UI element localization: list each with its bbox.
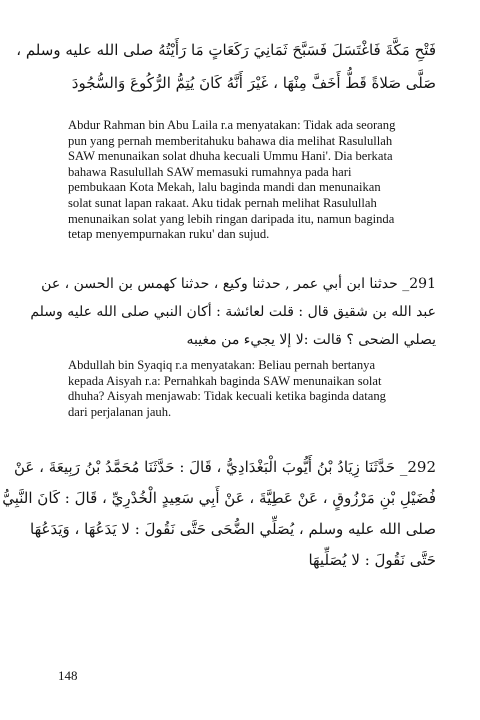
translation-line: dari perjalanan jauh. xyxy=(68,404,172,419)
arabic-line: فُضَيْلِ بْنِ مَرْزُوقٍ ، عَنْ عَطِيَّةَ ، عَنْ أَبِي سَعِيدٍ الْخُدْرِيِّ ، قَالَ : كَانَ النَّبِيُّ xyxy=(2,489,436,507)
page-number: 148 xyxy=(58,668,78,683)
arabic-line: حَتَّى نَقُولَ : لا يُصَلِّيهَا xyxy=(308,551,436,569)
translation-line: SAW menunaikan solat dhuha kecuali Ummu Hani'. Dia berkata xyxy=(68,149,393,164)
translation-line: Abdur Rahman bin Abu Laila r.a menyatakan: Tidak ada seorang xyxy=(68,118,396,132)
arabic-line: 292_ حَدَّثَنَا زِيَادُ بْنُ أَيُّوبَ الْبَغْدَادِيُّ ، قَالَ : حَدَّثَنَا مُحَمَّدُ بْنُ رَبِيعَةَ ، عَنْ xyxy=(14,458,436,476)
translation-line: dhuha? Aisyah menjawab: Tidak kecuali ketika baginda datang xyxy=(68,389,386,404)
translation-line: solat sunat lapan rakaat. Aku tidak pernah melihat Rasulullah xyxy=(68,195,377,210)
arabic-line: فَتْحِ مَكَّةَ فَاغْتَسَلَ فَسَبَّحَ ثَمَانِيَ رَكَعَاتٍ مَا رَأَيْتُهُ صلى الله عليه وسلم ، xyxy=(16,41,436,59)
arabic-text-block-2 xyxy=(30,270,436,354)
translation-paragraph-2 xyxy=(68,358,440,420)
arabic-line: صَلَّى صَلاةً قَطُّ أَخَفَّ مِنْهَا ، غَيْرَ أَنَّهُ كَانَ يُتِمُّ الرُّكُوعَ وَالسُّجُودَ xyxy=(71,74,436,92)
arabic-line: صلى الله عليه وسلم ، يُصَلِّي الضُّحَى حَتَّى نَقُولَ : لا يَدَعُهَا ، وَيَدَعُهَا xyxy=(30,520,436,538)
arabic-line: 291_ حدثنا ابن أبي عمر , حدثنا وكيع ، حدثنا كهمس بن الحسن ، عن xyxy=(41,276,436,292)
arabic-text-block-1 xyxy=(16,34,436,100)
arabic-text-block-3 xyxy=(2,452,436,576)
arabic-line: عبد الله بن شقيق قال : قلت لعائشة : أكان النبي صلى الله عليه وسلم xyxy=(30,304,436,320)
translation-line: tetap menyempurnakan ruku' dan sujud. xyxy=(68,227,270,242)
translation-line: pun yang pernah memberitahuku bahawa dia melihat Rasulullah xyxy=(68,133,393,148)
translation-line: bahawa Rasulullah SAW memasuki rumahnya pada hari xyxy=(68,164,352,179)
translation-line: menunaikan solat yang lebih ringan daripada itu, namun baginda xyxy=(68,211,395,226)
translation-paragraph-1 xyxy=(68,118,440,243)
translation-line: Abdullah bin Syaqiq r.a menyatakan: Beliau pernah bertanya xyxy=(68,358,376,372)
translation-line: pembukaan Kota Mekah, lalu baginda mandi dan menunaikan xyxy=(68,180,381,195)
arabic-line: يصلي الضحى ؟ قالت :لا إلا يجيء من مغيبه xyxy=(186,332,436,348)
translation-line: kepada Aisyah r.a: Pernahkah baginda SAW menunaikan solat xyxy=(68,373,382,388)
